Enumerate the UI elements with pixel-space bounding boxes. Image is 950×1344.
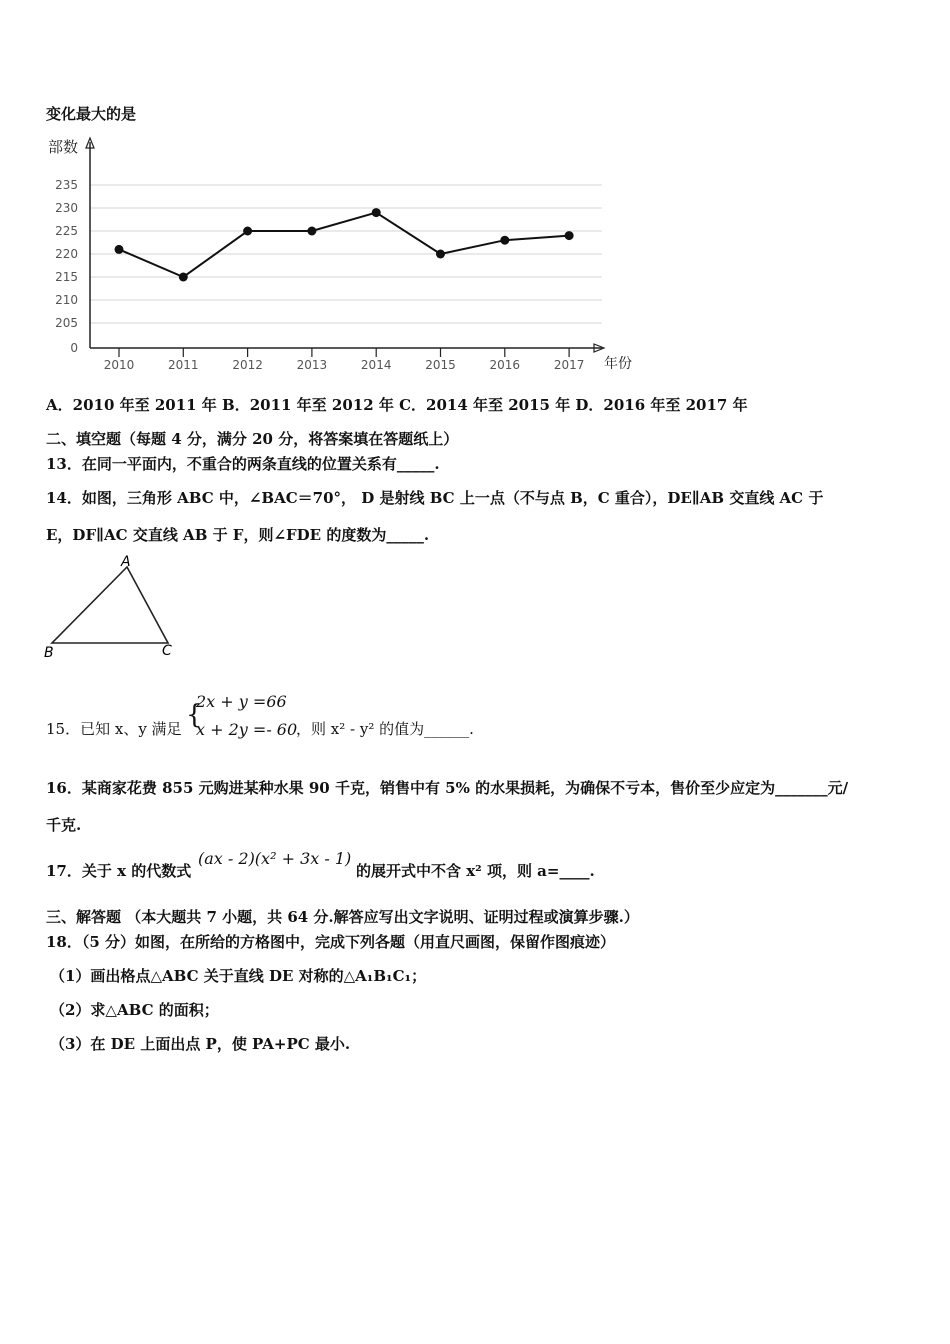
section-2-title: 二、填空题（每题 4 分，满分 20 分，将答案填在答题纸上） bbox=[46, 430, 459, 448]
data-point bbox=[243, 227, 252, 236]
x-tick-label: 2010 bbox=[103, 358, 135, 372]
vertex-c-label: C bbox=[162, 643, 172, 659]
vertex-b-label: B bbox=[44, 645, 54, 661]
x-tick-label: 2014 bbox=[360, 358, 392, 372]
x-tick-label: 2015 bbox=[425, 358, 456, 372]
y-tick-label: 215 bbox=[55, 270, 78, 284]
question-18-part3: （3）在 DE 上面出点 P，使 PA+PC 最小. bbox=[50, 1035, 351, 1053]
question-16-line1: 16．某商家花费 855 元购进某种水果 90 千克，销售中有 5% 的水果损耗，为确保不亏本，售价至少应定为_______元/ bbox=[46, 779, 849, 797]
data-point bbox=[500, 236, 509, 245]
section-3-title: 三、解答题 （本大题共 7 小题，共 64 分.解答应写出文字说明、证明过程或演算步骤.） bbox=[46, 908, 639, 926]
x-tick-label: 2016 bbox=[489, 358, 521, 372]
data-point bbox=[436, 250, 445, 259]
equation-2: x + 2y =- 60 bbox=[196, 720, 298, 739]
data-point bbox=[565, 231, 574, 240]
equation-1: 2x + y =66 bbox=[196, 692, 287, 711]
x-tick-label: 2011 bbox=[168, 358, 199, 372]
data-point bbox=[372, 208, 381, 217]
question-12-tail: 变化最大的是 bbox=[46, 105, 137, 123]
question-15-suffix: ，则 x² - y² 的值为______. bbox=[296, 720, 474, 738]
y-tick-label: 0 bbox=[70, 341, 78, 355]
triangle-abc bbox=[52, 567, 168, 643]
question-17-expression: (ax - 2)(x² + 3x - 1) bbox=[198, 849, 352, 868]
y-tick-label: 220 bbox=[55, 247, 78, 261]
question-18-intro: 18．（5 分）如图，在所给的方格图中，完成下列各题（用直尺画图，保留作图痕迹） bbox=[46, 933, 616, 951]
data-point bbox=[179, 273, 188, 282]
vertex-a-label: A bbox=[121, 554, 131, 570]
question-17-prefix: 17．关于 x 的代数式 bbox=[46, 862, 192, 880]
question-14-line2: E，DF∥AC 交直线 AB 于 F，则∠FDE 的度数为_____. bbox=[46, 526, 430, 544]
y-tick-label: 225 bbox=[55, 224, 78, 238]
question-18-part1: （1）画出格点△ABC 关于直线 DE 对称的△A₁B₁C₁； bbox=[50, 967, 427, 985]
x-tick-label: 2013 bbox=[296, 358, 328, 372]
y-tick-label: 230 bbox=[55, 201, 78, 215]
y-tick-label: 210 bbox=[55, 293, 78, 307]
question-16-line2: 千克. bbox=[46, 816, 82, 834]
question-14-line1: 14．如图，三角形 ABC 中，∠BAC＝70°， D 是射线 BC 上一点（不与点 B，C 重合），DE∥AB 交直线 AC 于 bbox=[46, 489, 824, 507]
triangle-figure bbox=[40, 553, 190, 663]
y-axis-label: 部数 bbox=[48, 138, 79, 156]
y-tick-label: 235 bbox=[55, 178, 78, 192]
x-tick-label: 2017 bbox=[553, 358, 585, 372]
x-tick-label: 2012 bbox=[232, 358, 263, 372]
data-point bbox=[307, 227, 316, 236]
y-tick-label: 205 bbox=[55, 316, 78, 330]
question-17-suffix: 的展开式中不含 x² 项，则 a=____. bbox=[356, 862, 595, 880]
chart-gridlines bbox=[90, 185, 602, 323]
x-axis-label: 年份 bbox=[604, 356, 632, 372]
line-chart bbox=[40, 132, 650, 377]
system-brace: { bbox=[186, 700, 203, 730]
question-15-prefix: 15．已知 x、y 满足 bbox=[46, 720, 182, 738]
data-point bbox=[115, 245, 124, 254]
question-18-part2: （2）求△ABC 的面积； bbox=[50, 1001, 219, 1019]
series-line bbox=[119, 213, 569, 277]
question-13: 13．在同一平面内，不重合的两条直线的位置关系有_____. bbox=[46, 455, 440, 473]
question-12-options: A．2010 年至 2011 年 B．2011 年至 2012 年 C．2014 年至 2015 年 D．2016 年至 2017 年 bbox=[46, 396, 748, 414]
